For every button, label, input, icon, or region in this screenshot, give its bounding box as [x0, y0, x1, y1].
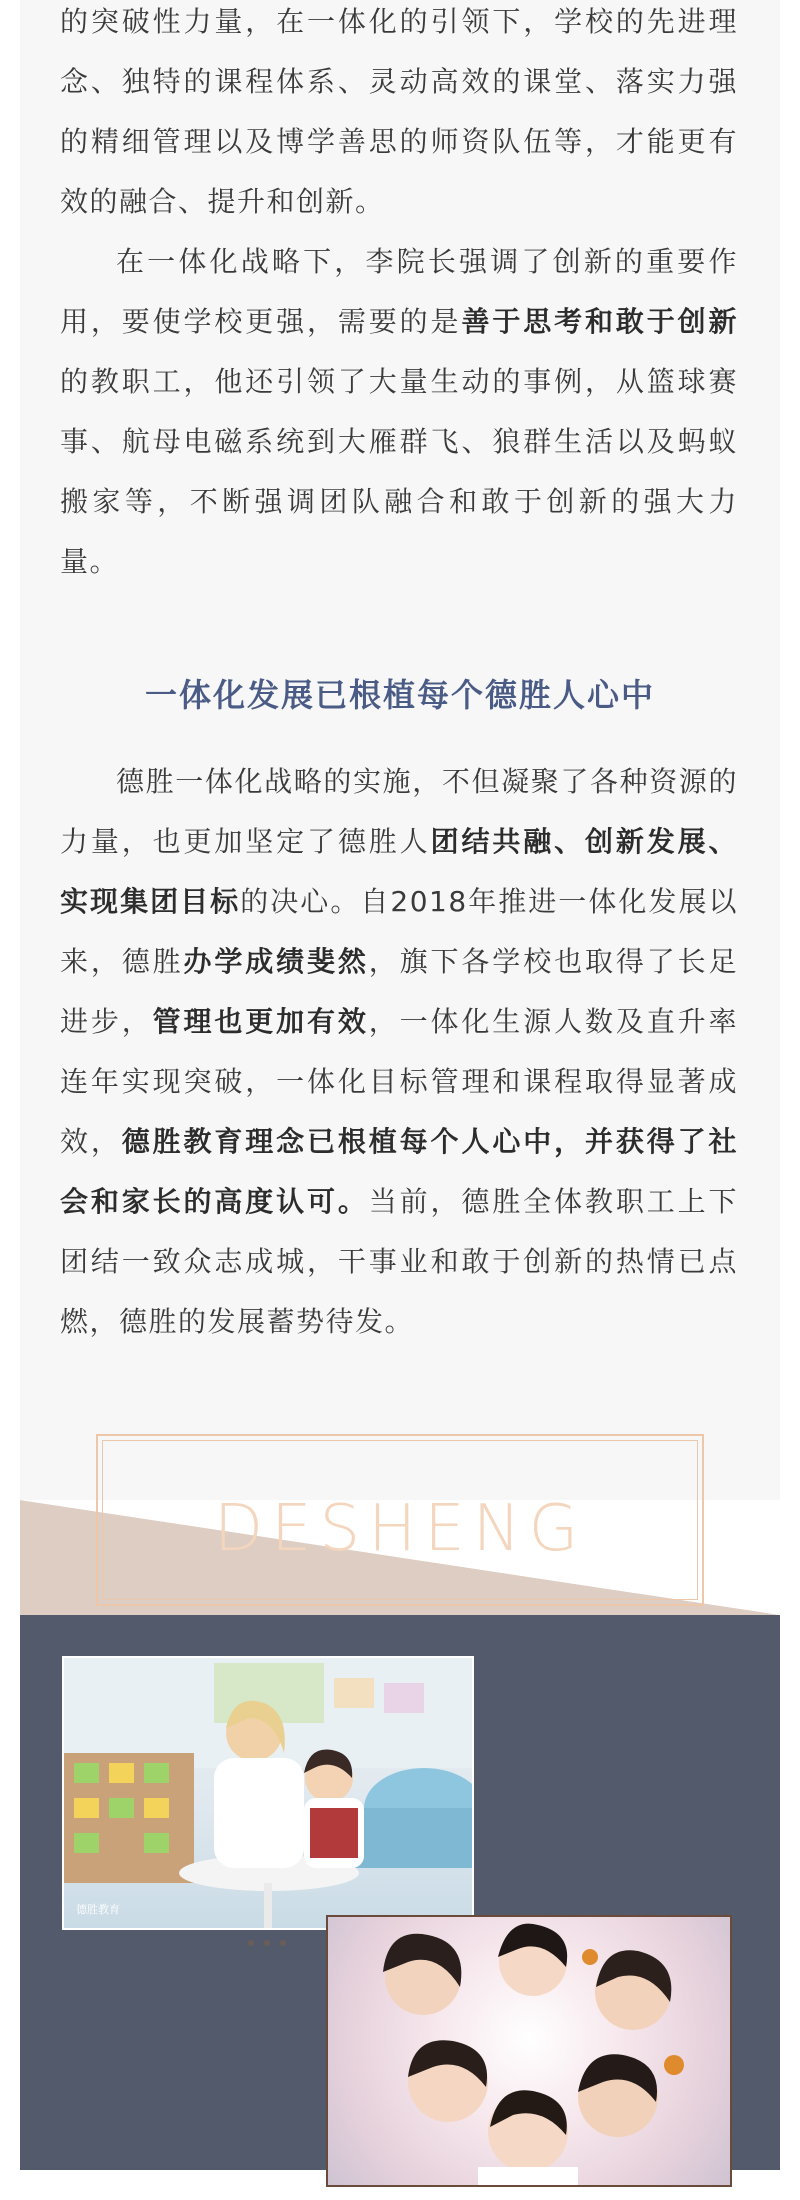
watermark-frame	[96, 1434, 704, 1606]
section-heading	[0, 670, 800, 720]
emphasis-text: 管理也更加有效	[152, 1005, 369, 1038]
emphasis-text: 善于思考和敢于创新	[461, 305, 738, 338]
children-circle-photo	[326, 1915, 732, 2187]
classroom-photo	[62, 1656, 474, 1930]
photo-caption: 德胜教育	[76, 1903, 120, 1916]
dot	[264, 1940, 270, 1946]
dot	[248, 1940, 254, 1946]
children-illustration	[328, 1917, 730, 2185]
dot	[280, 1940, 286, 1946]
paragraph-3: 德胜一体化战略的实施，不但凝聚了各种资源的力量，也更加坚定了德胜人团结共融、创新发展、实现集团目标的决心。自2018年推进一体化发展以来，德胜办学成绩斐然，旗下各学校也取得了长足进步，管理也更加有效，一体化生源人数及直升率连年实现突破，一体化目标管理和课程取得显著成效，德胜教育理念已根植每个人心中，并获得了社会和家长的高度认可。当前，德胜全体教职工上下团结一致众志成城，干事业和敢于创新的热情已点燃，德胜的发展蓄势待发。	[60, 765, 738, 1338]
emphasis-text: 德胜教育理念已根植每个人心中，并获得了社会和家长的高度认可。	[60, 1125, 738, 1218]
watermark-text: DESHENG	[213, 1492, 587, 1566]
paragraph-1: 的突破性力量，在一体化的引领下，学校的先进理念、独特的课程体系、灵动高效的课堂、落实力强的精细管理以及博学善思的师资队伍等，才能更有效的融合、提升和创新。	[60, 5, 738, 218]
classroom-illustration	[64, 1658, 472, 1928]
heading-highlight: 一体化发展已根植每个德胜人心中	[139, 670, 661, 720]
paragraph-2: 在一体化战略下，李院长强调了创新的重要作用，要使学校更强，需要的是善于思考和敢于创新的教职工，他还引领了大量生动的事例，从篮球赛事、航母电磁系统到大雁群飞、狼群生活以及蚂蚁搬家等，不断强调团队融合和敢于创新的强大力量。	[60, 245, 738, 578]
emphasis-text: 团结共融、创新发展、实现集团目标	[60, 825, 738, 918]
emphasis-text: 办学成绩斐然	[183, 945, 369, 978]
pagination-dots	[248, 1940, 286, 1946]
